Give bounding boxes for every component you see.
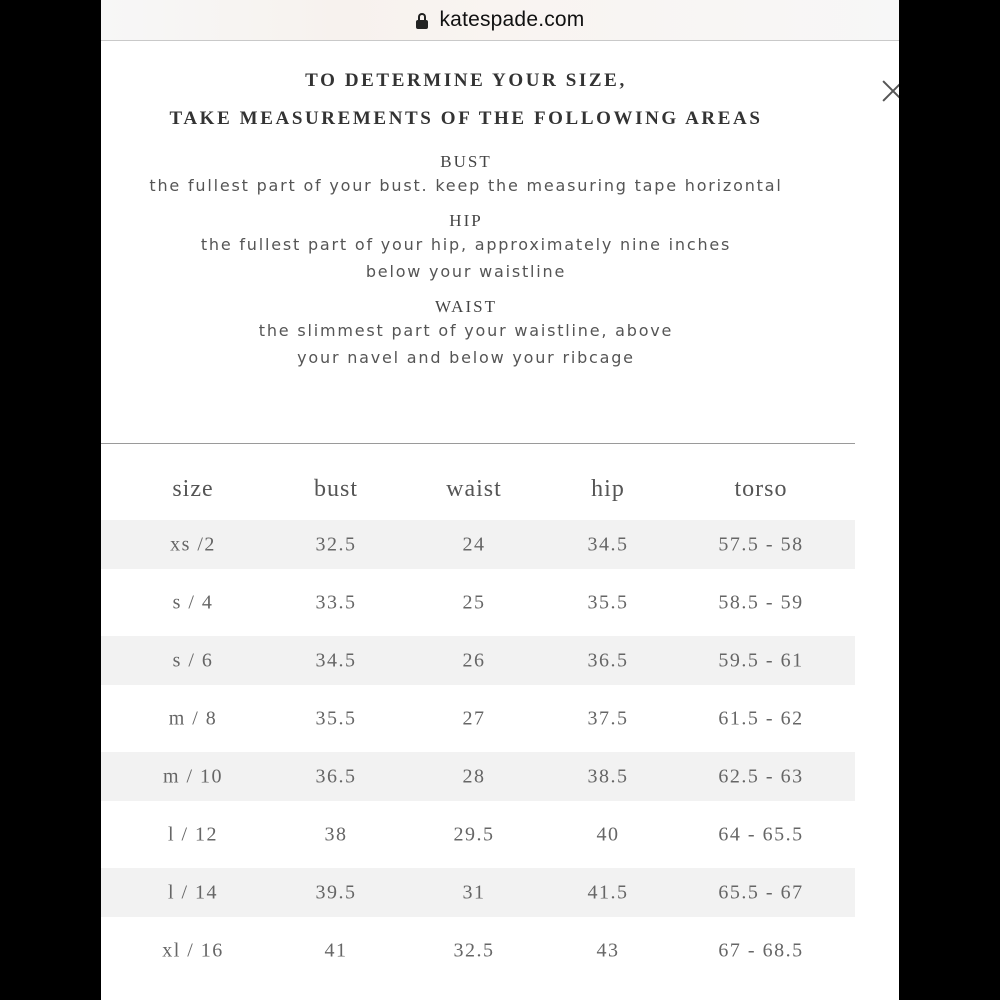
heading-line-1: TO DETERMINE YOUR SIZE,: [305, 70, 627, 91]
bust-description: [101, 172, 831, 199]
table-row: [101, 636, 855, 685]
address-bar[interactable]: [101, 0, 899, 41]
cell-waist: 25: [462, 591, 486, 613]
cell-torso: 61.5 - 62: [718, 707, 804, 729]
cell-bust: 32.5: [315, 533, 357, 555]
cell-torso: 57.5 - 58: [718, 533, 804, 555]
cell-size: l / 12: [167, 823, 219, 845]
cell-waist: 26: [462, 649, 486, 671]
table-row: [101, 917, 855, 984]
table-row: [101, 801, 855, 868]
bust-desc-line: the fullest part of your bust. keep the measuring tape horizontal: [149, 176, 783, 195]
size-chart-table: [101, 458, 855, 984]
waist-description: [101, 317, 831, 371]
cell-bust: 35.5: [315, 707, 357, 729]
cell-waist: 32.5: [453, 939, 495, 961]
cell-size: l / 14: [167, 881, 219, 903]
cell-waist: 27: [462, 707, 486, 729]
cell-bust: 33.5: [315, 591, 357, 613]
cell-size: xl / 16: [162, 939, 224, 961]
table-row: [101, 752, 855, 801]
cell-bust: 38: [324, 823, 348, 845]
cell-size: m / 8: [168, 707, 218, 729]
table-header: [101, 458, 855, 520]
cell-torso: 67 - 68.5: [718, 939, 804, 961]
waist-term: WAIST: [435, 297, 497, 316]
table-body: [101, 520, 855, 984]
heading-line-2: TAKE MEASUREMENTS OF THE FOLLOWING AREAS: [169, 108, 763, 129]
cell-bust: 34.5: [315, 649, 357, 671]
cell-size: m / 10: [162, 765, 224, 787]
waist-desc-line-2: your navel and below your ribcage: [297, 348, 635, 367]
cell-hip: 36.5: [587, 649, 629, 671]
divider: [101, 443, 855, 444]
table-row: [101, 569, 855, 636]
header-waist: waist: [446, 475, 502, 502]
cell-bust: 39.5: [315, 881, 357, 903]
hip-desc-line-2: below your waistline: [365, 262, 567, 281]
cell-hip: 38.5: [587, 765, 629, 787]
cell-torso: 58.5 - 59: [718, 591, 804, 613]
cell-size: s / 6: [172, 649, 214, 671]
table-row: [101, 520, 855, 569]
cell-hip: 43: [596, 939, 620, 961]
cell-hip: 35.5: [587, 591, 629, 613]
cell-size: s / 4: [172, 591, 214, 613]
cell-hip: 34.5: [587, 533, 629, 555]
size-guide-heading: [101, 62, 831, 138]
cell-torso: 65.5 - 67: [718, 881, 804, 903]
header-torso: torso: [734, 475, 788, 502]
table-row: [101, 868, 855, 917]
lock-icon: [415, 13, 429, 29]
hip-term: HIP: [449, 211, 483, 230]
size-guide-intro: [101, 62, 831, 371]
browser-viewport: [101, 0, 899, 1000]
cell-size: xs /2: [170, 533, 216, 555]
cell-hip: 41.5: [587, 881, 629, 903]
table-row: [101, 685, 855, 752]
url-text[interactable]: katespade.com: [439, 8, 585, 31]
cell-waist: 28: [462, 765, 486, 787]
waist-desc-line-1: the slimmest part of your waistline, above: [258, 321, 674, 340]
header-size: size: [172, 475, 214, 502]
cell-hip: 37.5: [587, 707, 629, 729]
cell-waist: 24: [462, 533, 486, 555]
cell-waist: 29.5: [453, 823, 495, 845]
close-icon[interactable]: [877, 78, 899, 104]
hip-desc-line-1: the fullest part of your hip, approximately nine inches: [200, 235, 732, 254]
cell-waist: 31: [462, 881, 486, 903]
cell-torso: 62.5 - 63: [718, 765, 804, 787]
header-bust: bust: [313, 475, 358, 502]
cell-bust: 36.5: [315, 765, 357, 787]
cell-torso: 59.5 - 61: [718, 649, 804, 671]
hip-description: [101, 231, 831, 285]
bust-term: BUST: [440, 152, 492, 171]
header-hip: hip: [591, 475, 625, 502]
cell-hip: 40: [596, 823, 620, 845]
cell-bust: 41: [324, 939, 348, 961]
cell-torso: 64 - 65.5: [718, 823, 804, 845]
